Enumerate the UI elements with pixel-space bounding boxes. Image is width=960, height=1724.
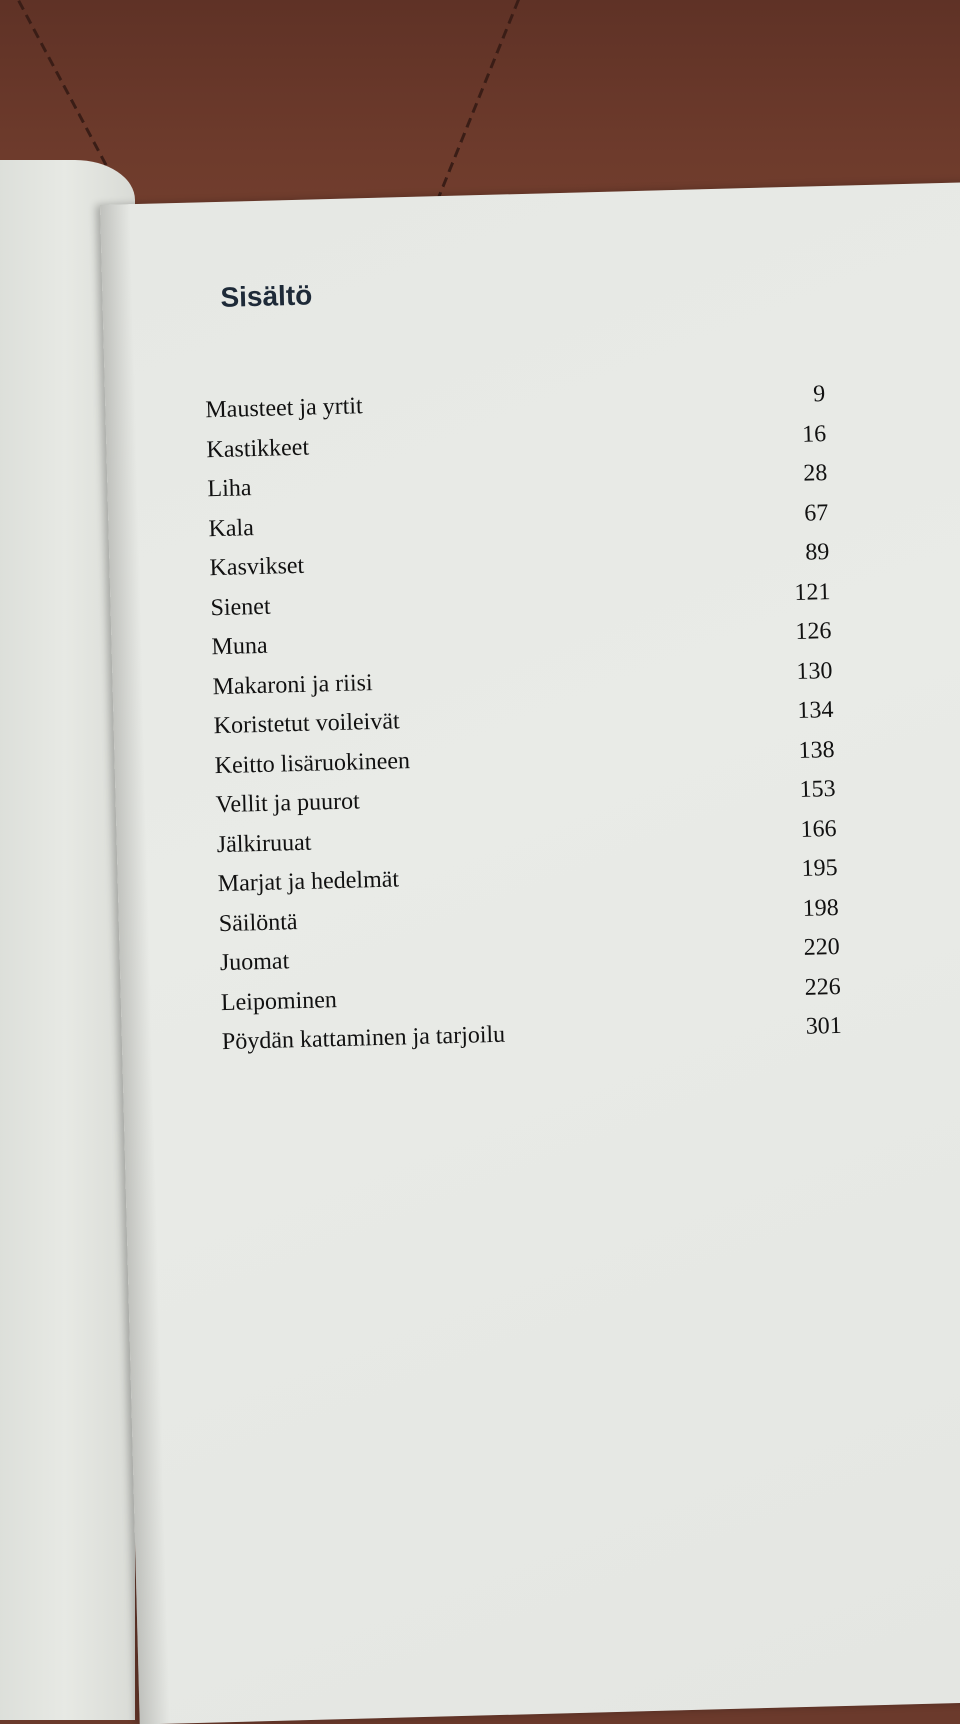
toc-entry-page: 89: [805, 539, 830, 566]
toc-entry-page: 134: [797, 696, 834, 724]
toc-entry-title: Liha: [207, 475, 252, 503]
toc-entry-page: 67: [803, 499, 829, 527]
toc-entry-page: 166: [800, 815, 837, 843]
toc-entry-title: Leipominen: [220, 986, 338, 1016]
toc-entry-page: 130: [796, 657, 833, 685]
toc-entry-title: Kala: [208, 514, 255, 542]
toc-entry-page: 153: [799, 775, 836, 803]
toc-entry-page: 121: [794, 578, 831, 606]
toc-entry-page: 195: [801, 854, 838, 882]
toc-entry-page: 126: [795, 618, 832, 645]
toc-entry-title: Marjat ja hedelmät: [217, 866, 400, 898]
toc-entry-title: Jälkiruuat: [216, 829, 312, 858]
toc-entry-title: Pöydän kattaminen ja tarjoilu: [221, 1021, 506, 1056]
table-of-contents: [205, 381, 842, 1068]
toc-entry-page: 28: [802, 460, 828, 487]
toc-entry-page: 9: [812, 381, 826, 408]
toc-entry-title: Keitto lisäruokineen: [214, 747, 411, 779]
toc-entry-title: Juomat: [219, 948, 290, 977]
toc-entry-page: 198: [802, 894, 839, 922]
book-page: [100, 182, 960, 1724]
toc-entry-title: Muna: [211, 632, 268, 661]
page-title: Sisältö: [220, 279, 313, 313]
toc-entry-title: Vellit ja puurot: [215, 788, 361, 819]
toc-entry-page: 226: [804, 973, 842, 1001]
toc-entry-title: Sienet: [210, 593, 271, 621]
toc-entry-title: Kastikkeet: [206, 434, 310, 463]
toc-entry-page: 220: [803, 933, 841, 961]
toc-entry-page: 138: [798, 736, 835, 764]
toc-entry-title: Makaroni ja riisi: [212, 669, 373, 700]
toc-entry-page: 16: [801, 420, 827, 448]
toc-entry-title: Koristetut voileivät: [213, 708, 400, 740]
stitching: [431, 0, 520, 213]
toc-entry-page: 301: [805, 1012, 843, 1040]
toc-entry-title: Mausteet ja yrtit: [205, 393, 363, 424]
toc-entry-title: Kasvikset: [209, 552, 305, 582]
toc-entry-title: Säilöntä: [218, 908, 298, 937]
